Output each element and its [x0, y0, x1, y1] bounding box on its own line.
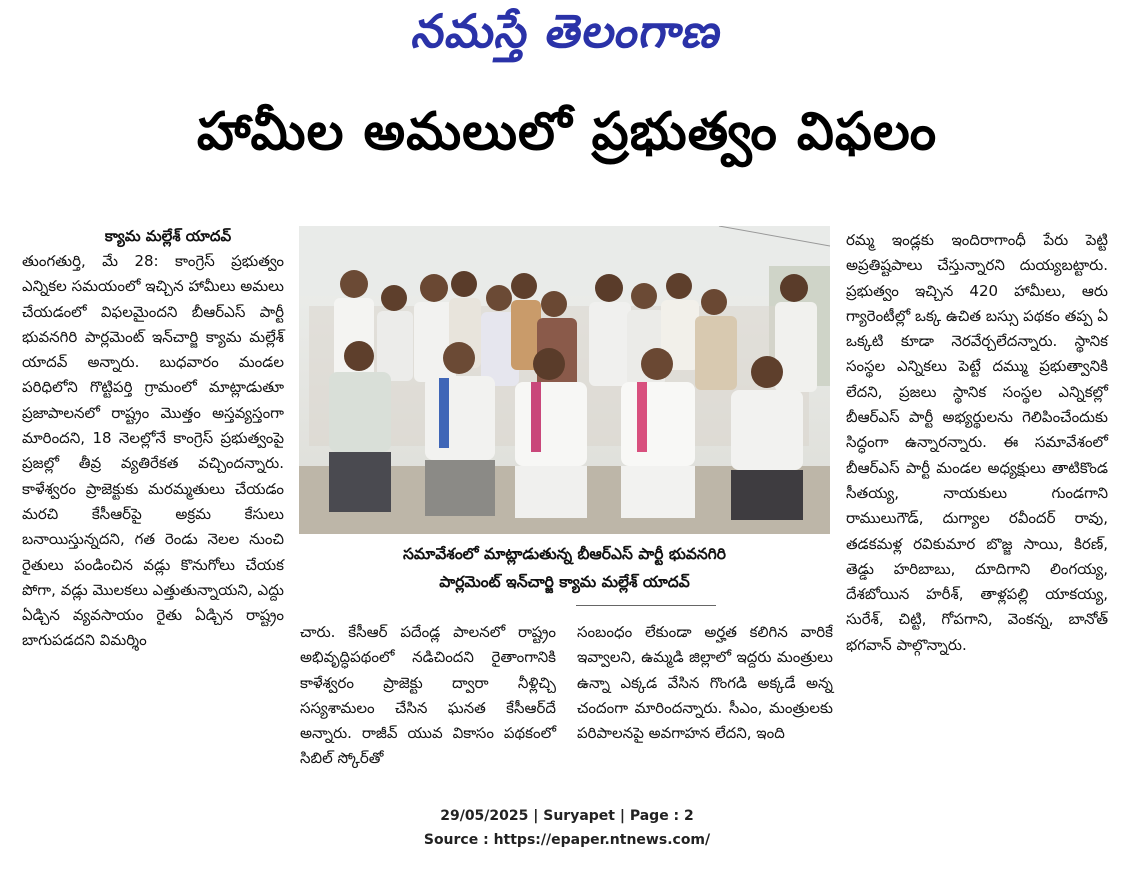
caption-line-1: సమావేశంలో మాట్లాడుతున్న బీఆర్ఎస్ పార్టీ భువనగిరి	[403, 545, 726, 563]
article-column-1	[22, 224, 284, 654]
article-column-2	[300, 620, 556, 772]
article-column-4	[846, 228, 1108, 658]
column-2-text: చారు. కేసీఆర్ పదేండ్ల పాలనలో రాష్ట్రం అభివృద్ధిపథంలో నడిచిందని రైతాంగానికి కాళేశ్వరం ప్రాజెక్టు ద్వారా నీళ్లిచ్చి సస్యశామలం చేసిన ఘనత కేసీఆర్‌దే అన్నారు. రాజీవ్ యువ వికాసం పథకంలో సిబిల్ స్కోర్‌తో	[300, 623, 556, 768]
column-3-text: సంబంధం లేకుండా అర్హత కలిగిన వారికే ఇవ్వాలని, ఉమ్మడి జిల్లాలో ఇద్దరు మంత్రులు ఉన్నా ఎక్కడ వేసిన గొంగడి అక్కడే అన్న చందంగా మారిందన్నారు. సీఎం, మంత్రులకు పరిపాలనపై అవగాహన లేదని, ఇంది	[577, 623, 833, 743]
masthead-logo: నమస్తే తెలంగాణ	[408, 4, 728, 58]
column-divider	[576, 605, 716, 606]
news-photo	[299, 226, 830, 534]
column-1-text: తుంగతుర్తి, మే 28: కాంగ్రెస్ ప్రభుత్వం ఎన్నికల సమయంలో ఇచ్చిన హామీలు అమలు చేయడంలో విఫలమైందని బీఆర్ఎస్ పార్టీ భువనగిరి పార్లమెంట్ ఇన్‌చార్జి క్యామ మల్లేశ్ యాదవ్ అన్నారు. బుధవారం మండల పరిధిలోని గొట్టిపర్తి గ్రామంలో మాట్లాడుతూ ప్రజాపాలనలో రాష్ట్రం మొత్తం అస్తవ్యస్తంగా మారిందని, 18 నెలల్లోనే కాంగ్రెస్ ప్రభుత్వంపై ప్రజల్లో తీవ్ర వ్యతిరేకత వచ్చిందన్నారు. కాళేశ్వరం ప్రాజెక్టుకు మరమ్మతులు చేయడం మరచి కేసీఆర్‌పై అక్రమ కేసులు బనాయిస్తున్నదని, గత రెండు నెలల నుంచి రైతులు పండించిన వడ్లు కొనుగోలు చేయక పోగా, వడ్లు మొలకలు ఎత్తుతున్నాయని, ఎద్దు ఏడ్చిన వ్యవసాయం రైతు ఏడ్చిన రాష్ట్రం బాగుపడదని విమర్శిం	[22, 252, 284, 650]
footer-source-link[interactable]: Source : https://epaper.ntnews.com/	[423, 832, 711, 848]
footer-date-edition: 29/05/2025 | Suryapet | Page : 2	[440, 808, 694, 824]
caption-line-2: పార్లమెంట్ ఇన్‌చార్జి క్యామ మల్లేశ్ యాదవ్	[439, 573, 690, 591]
article-column-3	[577, 620, 833, 746]
byline: క్యామ మల్లేశ్ యాదవ్	[104, 227, 232, 245]
photo-caption	[299, 540, 830, 596]
column-4-text: రమ్మ ఇండ్లకు ఇందిరాగాంధీ పేరు పెట్టి అప్రతిష్టపాలు చేస్తున్నారని దుయ్యబట్టారు. ప్రభుత్వం ఇచ్చిన 420 హామీలు, ఆరు గ్యారెంటీల్లో ఒక్క ఉచిత బస్సు పథకం తప్ప ఏ ఒక్కటి కూడా నెరవేర్చలేదన్నారు. స్థానిక సంస్థల ఎన్నికలు పెట్టే దమ్ము ప్రభుత్వానికి లేదని, ప్రజలు స్థానిక సంస్థల ఎన్నికల్లో బీఆర్ఎస్ పార్టీ అభ్యర్థులను గెలిపించేందుకు సిద్ధంగా ఉన్నారన్నారు. ఈ సమావేశంలో బీఆర్ఎస్ పార్టీ మండల అధ్యక్షులు తాటికొండ సీతయ్య, నాయకులు గుండగాని రాములుగౌడ్, దుగ్యాల రవీందర్ రావు, తడకమళ్ల రవికుమార బొజ్జ సాయి, కిరణ్, తెడ్డు హరిబాబు, దూదిగాని లింగయ్య, దేశబోయిన హరీశ్, తాళ్లపల్లి యాకయ్య, సురేశ్, చిట్టి, గోపగాని, వెంకన్న, బానోత్ భగవాన్ పాల్గొన్నారు.	[846, 231, 1108, 654]
headline: హామీల అమలులో ప్రభుత్వం విఫలం	[196, 102, 938, 162]
